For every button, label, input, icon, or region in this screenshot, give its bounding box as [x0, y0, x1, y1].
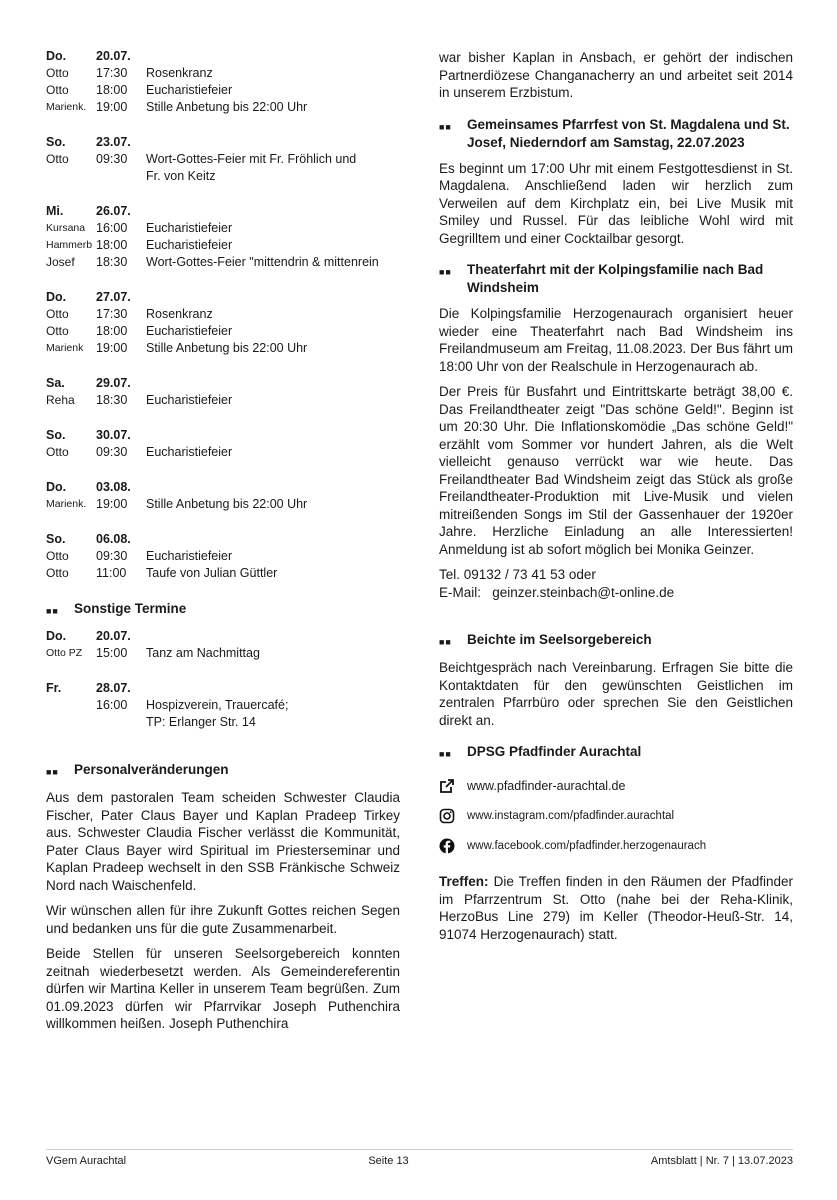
- entry-description: Wort-Gottes-Feier mit Fr. Fröhlich und: [146, 152, 357, 166]
- weekday: Do.: [46, 629, 67, 643]
- section-title: Personalveränderungen: [74, 762, 229, 777]
- day-heading: [46, 531, 400, 548]
- schedule-day: [46, 427, 400, 461]
- pfarrfest-heading: [439, 116, 793, 152]
- entry-time: 09:30: [96, 445, 128, 459]
- personal-paragraph: Wir wünschen allen für ihre Zukunft Gottes reichen Segen und bedanken uns für die gute Zusammenarbeit.: [46, 903, 400, 936]
- weekday: So.: [46, 428, 66, 442]
- section-marker-icon: ■■: [46, 767, 59, 777]
- section-title: Theaterfahrt mit der Kolpingsfamilie nach Bad Windsheim: [467, 262, 764, 295]
- entry-location: Josef: [46, 255, 75, 269]
- weekday: Do.: [46, 480, 67, 494]
- schedule-entry: [46, 323, 400, 340]
- facebook-icon: [439, 838, 455, 854]
- date: 27.07.: [96, 290, 131, 304]
- schedule-entry: [46, 697, 400, 714]
- day-heading: [46, 203, 400, 220]
- entry-description: Stille Anbetung bis 22:00 Uhr: [146, 497, 308, 511]
- schedule-day: [46, 134, 400, 185]
- sonstige-termine: [46, 628, 400, 731]
- pfarrfest-paragraph: Es beginnt um 17:00 Uhr mit einem Festgottesdienst in St. Magdalena. Anschließend laden wir herzlich zum Verweilen auf dem Kirchplatz ein, bei Live Musik mit Smiley und Russel. Für das leibliche Wohl wird mit Gegrilltem und einer Cocktailbar gesorgt.: [439, 160, 793, 246]
- schedule-day: [46, 628, 400, 662]
- entry-time: 19:00: [96, 100, 128, 114]
- link-text[interactable]: www.pfadfinder-aurachtal.de: [467, 779, 626, 793]
- schedule-entry: [46, 151, 400, 168]
- section-marker-icon: ■■: [439, 121, 452, 132]
- schedule-entry: [46, 645, 400, 662]
- entry-location: Marienk.: [46, 101, 87, 113]
- email-label: E-Mail:: [439, 584, 482, 600]
- schedule-entry: [46, 444, 400, 461]
- entry-location: [46, 697, 96, 714]
- entry-description: Stille Anbetung bis 22:00 Uhr: [146, 100, 308, 114]
- treffen-label: Treffen:: [439, 874, 489, 889]
- entry-time: 18:30: [96, 255, 128, 269]
- theater-phone: Tel. 09132 / 73 41 53 oder: [439, 567, 596, 582]
- entry-description: Tanz am Nachmittag: [146, 646, 260, 660]
- day-heading: [46, 479, 400, 496]
- entry-description: Eucharistiefeier: [146, 393, 233, 407]
- entry-description: Eucharistiefeier: [146, 221, 233, 235]
- entry-time: 18:30: [96, 393, 128, 407]
- weekday: Mi.: [46, 204, 64, 218]
- day-heading: [46, 48, 400, 65]
- theater-paragraph: Die Kolpingsfamilie Herzogenaurach organisiert heuer wieder eine Theaterfahrt nach Bad Windsheim ins Freilandmuseum am Freitag, 11.08.2023. Der Bus fährt um 18:00 Uhr von der Realschule in Herzogenaurach ab.: [439, 306, 793, 374]
- entry-time: 15:00: [96, 646, 128, 660]
- section-title: Gemeinsames Pfarrfest von St. Magdalena und St. Josef, Niederndorf am Samstag, 22.07.2023: [467, 116, 790, 150]
- section-marker-icon: ■■: [439, 267, 452, 277]
- personal-paragraph-continued: war bisher Kaplan in Ansbach, er gehört der indischen Partnerdiözese Changanacherry an und arbeitet seit 2014 in unserem Erzbistum.: [439, 50, 793, 100]
- entry-time: 18:00: [96, 324, 128, 338]
- entry-time: 19:00: [96, 497, 128, 511]
- facebook-link[interactable]: [439, 837, 793, 855]
- entry-description: Eucharistiefeier: [146, 324, 233, 338]
- weekday: Do.: [46, 290, 67, 304]
- entry-time: 18:00: [96, 83, 128, 97]
- entry-description: Eucharistiefeier: [146, 238, 233, 252]
- personal-heading: [46, 761, 400, 781]
- entry-description: Rosenkranz: [146, 307, 213, 321]
- entry-time: 09:30: [96, 549, 128, 563]
- section-marker-icon: ■■: [439, 637, 452, 647]
- beichte-heading: [439, 631, 793, 651]
- treffen-text: Die Treffen finden in den Räumen der Pfadfinder im Pfarrzentrum St. Otto (nahe bei der Reha-Klinik, HerzoBus Line 279) im Keller (Theodor-Heuß-Str. 14, 91074 Herzogenaurach) statt.: [439, 874, 793, 942]
- entry-location: Marienk: [46, 342, 84, 354]
- date: 28.07.: [96, 681, 131, 695]
- footer-publisher: VGem Aurachtal: [46, 1155, 127, 1167]
- entry-time: 17:30: [96, 307, 128, 321]
- section-title: Beichte im Seelsorgebereich: [467, 632, 652, 647]
- beichte-paragraph: Beichtgespräch nach Vereinbarung. Erfragen Sie bitte die Kontaktdaten für den gewünschten Geistlichen im zentralen Pfarrbüro oder sprechen Sie den Geistlichen direkt an.: [439, 660, 793, 728]
- sonstige-heading: [46, 600, 400, 620]
- date: 30.07.: [96, 428, 131, 442]
- entry-time: 11:00: [96, 566, 127, 580]
- weekday: Fr.: [46, 681, 62, 695]
- date: 20.07.: [96, 49, 131, 63]
- date: 06.08.: [96, 532, 131, 546]
- schedule-entry: [46, 392, 400, 409]
- entry-location: Kursana: [46, 222, 86, 234]
- schedule-entry: [46, 254, 400, 271]
- schedule-day: [46, 531, 400, 582]
- dpsg-heading: [439, 743, 793, 763]
- schedule-entry: [46, 548, 400, 565]
- entry-description: Wort-Gottes-Feier "mittendrin & mittenrein: [146, 255, 379, 269]
- schedule-entry: [46, 340, 400, 357]
- footer-issue: Amtsblatt | Nr. 7 | 13.07.2023: [650, 1155, 793, 1167]
- section-title: Sonstige Termine: [74, 601, 187, 616]
- section-title: DPSG Pfadfinder Aurachtal: [467, 744, 642, 759]
- schedule: [46, 48, 400, 582]
- schedule-entry: [46, 496, 400, 513]
- schedule-entry: [46, 306, 400, 323]
- weekday: So.: [46, 532, 66, 546]
- entry-description: Stille Anbetung bis 22:00 Uhr: [146, 341, 308, 355]
- day-heading: [46, 375, 400, 392]
- entry-location: Otto PZ: [46, 647, 83, 659]
- theater-email: [439, 584, 793, 602]
- schedule-day: [46, 48, 400, 116]
- entry-location: Otto: [46, 324, 69, 338]
- instagram-link[interactable]: [439, 807, 793, 825]
- schedule-day: [46, 289, 400, 357]
- schedule-entry-continued: [46, 714, 400, 731]
- instagram-icon: [439, 808, 455, 824]
- entry-description: Eucharistiefeier: [146, 83, 233, 97]
- entry-location: Otto: [46, 445, 69, 459]
- date: 26.07.: [96, 204, 131, 218]
- day-heading: [46, 427, 400, 444]
- schedule-entry: [46, 65, 400, 82]
- entry-time: 16:00: [96, 221, 128, 235]
- treffen-paragraph: [439, 873, 793, 943]
- entry-location: Otto: [46, 152, 69, 166]
- entry-description: Rosenkranz: [146, 66, 213, 80]
- section-marker-icon: ■■: [46, 606, 59, 616]
- external-link-icon: [439, 778, 455, 794]
- email-address[interactable]: geinzer.steinbach@t-online.de: [492, 584, 675, 600]
- day-heading: [46, 289, 400, 306]
- weekday: Sa.: [46, 376, 65, 390]
- entry-location: Otto: [46, 66, 69, 80]
- entry-time: 18:00: [96, 238, 128, 252]
- entry-description: Fr. von Keitz: [146, 169, 216, 183]
- weekday: Do.: [46, 49, 67, 63]
- entry-time: 09:30: [96, 152, 128, 166]
- theater-heading: [439, 261, 793, 297]
- schedule-entry-continued: [46, 168, 400, 185]
- schedule-day: [46, 375, 400, 409]
- entry-time: 16:00: [96, 698, 128, 712]
- date: 03.08.: [96, 480, 131, 494]
- schedule-entry: [46, 237, 400, 254]
- entry-description: Taufe von Julian Güttler: [146, 566, 278, 580]
- date: 20.07.: [96, 629, 131, 643]
- personal-paragraph: Beide Stellen für unseren Seelsorgebereich konnten zeitnah wiederbesetzt werden. Als Gemeindereferentin dürfen wir Martina Keller in unserem Team begrüßen. Zum 01.09.2023 dürfen wir Pfarrvikar Joseph Puthenchira willkommen heißen. Joseph Puthenchira: [46, 946, 400, 1031]
- schedule-day: [46, 203, 400, 271]
- left-column: [46, 48, 400, 1041]
- schedule-entry: [46, 565, 400, 582]
- schedule-entry: [46, 220, 400, 237]
- link-text[interactable]: www.facebook.com/pfadfinder.herzogenaurach: [467, 840, 707, 852]
- entry-location: Otto: [46, 307, 69, 321]
- entry-description: Eucharistiefeier: [146, 445, 233, 459]
- date: 29.07.: [96, 376, 131, 390]
- link-text[interactable]: www.instagram.com/pfadfinder.aurachtal: [467, 810, 675, 822]
- entry-location: Otto: [46, 566, 69, 580]
- schedule-entry: [46, 99, 400, 116]
- entry-location: Otto: [46, 549, 69, 563]
- schedule-day: [46, 479, 400, 513]
- entry-description: TP: Erlanger Str. 14: [146, 715, 256, 729]
- personal-paragraph: Aus dem pastoralen Team scheiden Schwester Claudia Fischer, Pater Claus Bayer und Kaplan Pradeep Tirkey aus. Schwester Claudia Fischer verlässt die Kommunität, Pater Claus Bayer wird Spiritual im Priesterseminar und Kaplan Pradeep wechselt in den SSB Fränkische Schweiz Nord nach Waischenfeld.: [46, 790, 400, 893]
- footer-page-number: Seite 13: [368, 1155, 409, 1167]
- entry-location: Marienk.: [46, 498, 87, 510]
- entry-location: Otto: [46, 83, 69, 97]
- schedule-entry: [46, 82, 400, 99]
- day-heading: [46, 628, 400, 645]
- page-footer: [46, 1149, 793, 1167]
- theater-paragraph: Der Preis für Busfahrt und Eintrittskarte beträgt 38,00 €. Das Freilandtheater zeigt "Das schöne Geld!". Beginn ist um 20:30 Uhr. Die Inflationskomödie „Das schöne Geld!" erzählt vom Sommer vor hundert Jahren, als die Welt vielleicht genauso verrückt war wie heute. Das Freilandtheater Bad Windsheim zeigt das Stück als große Freilandtheater-Produktion mit Live-Musik und vielen mitreißenden Songs im Stil der Gassenhauer der 1920er Jahre. Herzliche Einladung an alle Interessierten! Anmeldung ist ab sofort möglich bei Monika Geinzer.: [439, 384, 793, 557]
- date: 23.07.: [96, 135, 131, 149]
- section-marker-icon: ■■: [439, 749, 452, 759]
- entry-time: 19:00: [96, 341, 128, 355]
- schedule-day: [46, 680, 400, 731]
- entry-description: Eucharistiefeier: [146, 549, 233, 563]
- entry-location: Reha: [46, 393, 75, 407]
- day-heading: [46, 680, 400, 697]
- entry-time: 17:30: [96, 66, 128, 80]
- right-column: [439, 49, 793, 951]
- entry-location: Hammerb: [46, 239, 93, 251]
- day-heading: [46, 134, 400, 151]
- entry-description: Hospizverein, Trauercafé;: [146, 698, 289, 712]
- website-link[interactable]: [439, 777, 793, 795]
- weekday: So.: [46, 135, 66, 149]
